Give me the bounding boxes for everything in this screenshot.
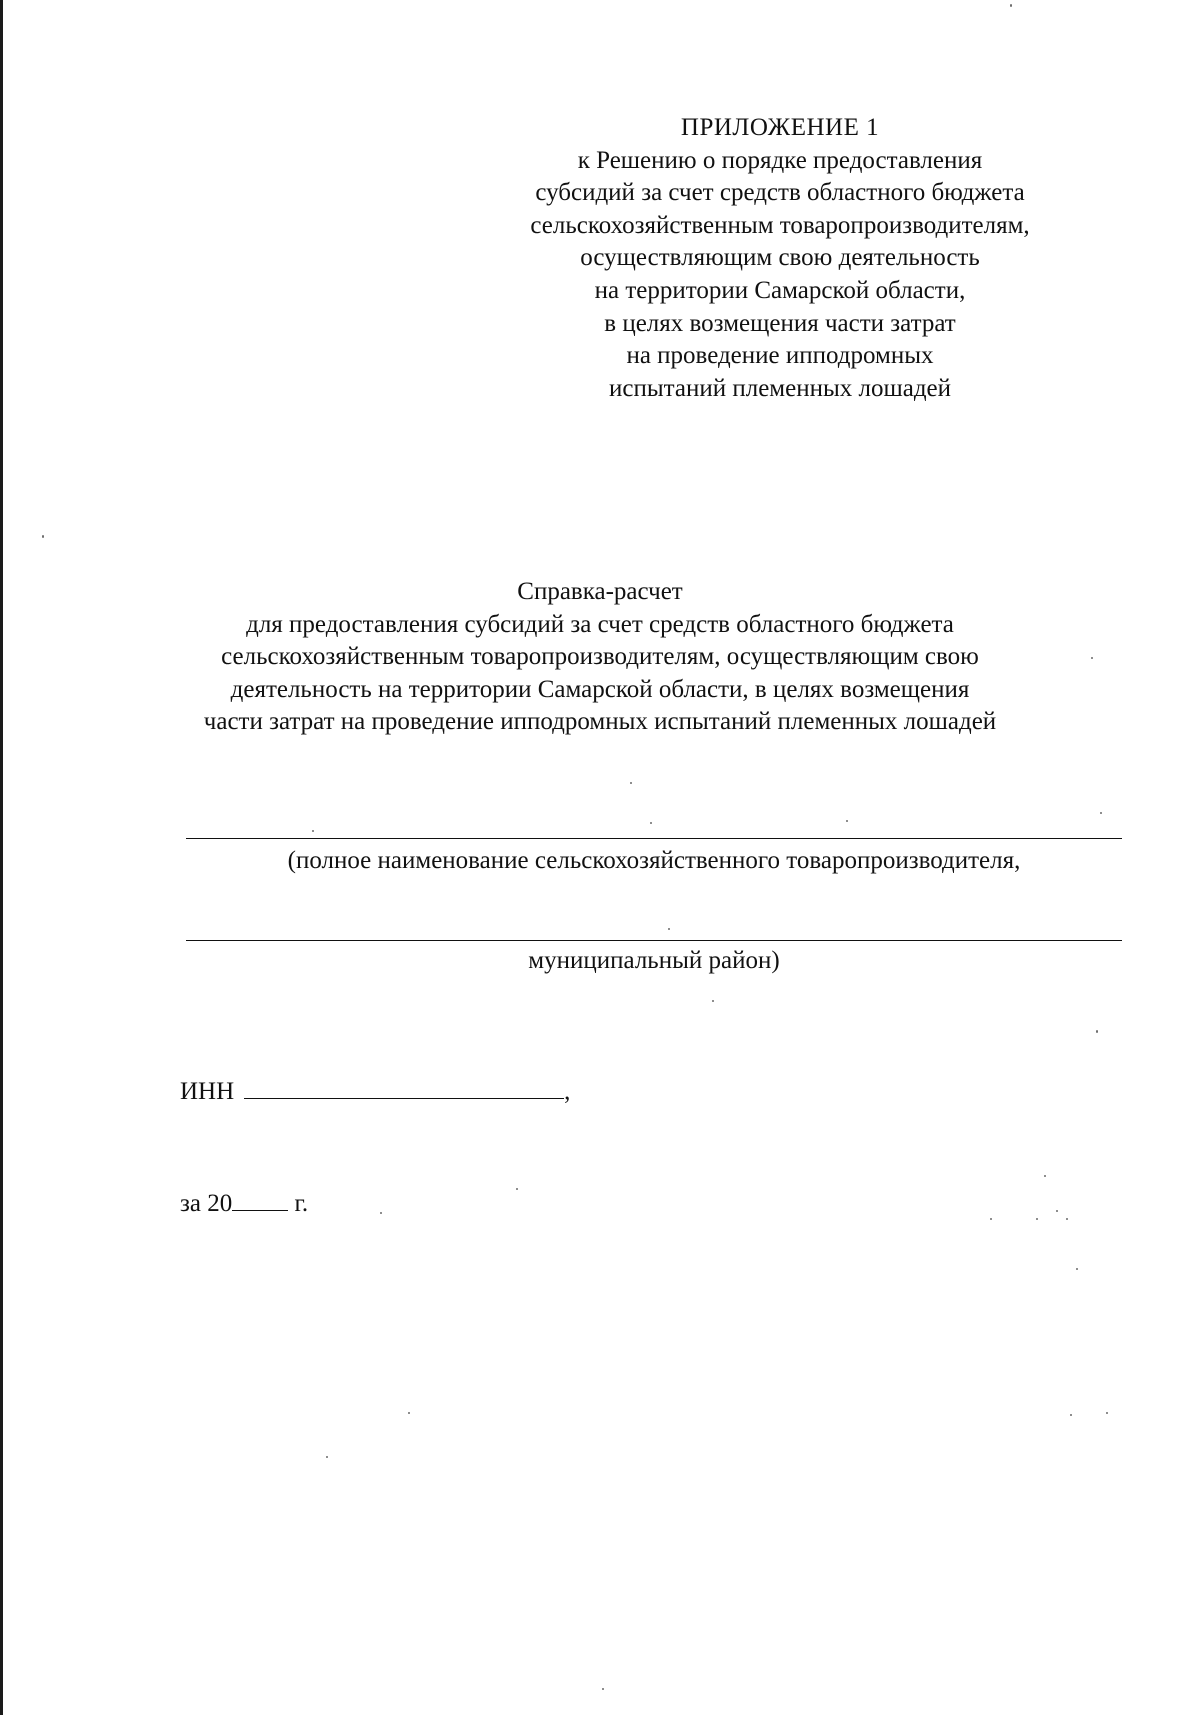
scan-speck [312,830,314,832]
scan-speck [408,1412,410,1414]
scan-speck [630,782,632,784]
appendix-header [470,112,1090,405]
scan-speck [1010,4,1012,7]
appendix-line: испытаний племенных лошадей [608,374,952,402]
appendix-line: в целях возмещения части затрат [604,309,956,337]
inn-suffix: , [564,1078,571,1105]
appendix-line: субсидий за счет средств областного бюджета [535,179,1025,207]
scan-speck [380,1212,382,1214]
scan-speck [602,1688,604,1690]
inn-blank[interactable] [244,1076,564,1099]
spravka-heading [160,576,1040,739]
year-blank[interactable] [232,1188,288,1211]
period-row [180,1188,308,1219]
spravka-line: для предоставления субсидий за счет средств областного бюджета [246,610,954,638]
appendix-line: сельскохозяйственным товаропроизводителям, [530,211,1030,239]
spravka-line: деятельность на территории Самарской области, в целях возмещения [230,675,970,703]
producer-name-caption: (полное наименование сельскохозяйственного товаропроизводителя, [287,847,1021,874]
appendix-line: на территории Самарской области, [594,276,966,304]
period-suffix: г. [294,1190,309,1217]
inn-label: ИНН [180,1078,235,1105]
scan-speck [1106,1412,1108,1414]
scan-speck [1100,812,1102,814]
scan-left-edge [0,0,3,1715]
scan-speck [326,1456,328,1458]
scan-speck [1056,1210,1058,1212]
scan-speck [1044,1175,1046,1177]
scan-speck [668,928,670,930]
appendix-line: на проведение ипподромных [626,342,934,370]
spravka-line: части затрат на проведение ипподромных испытаний племенных лошадей [203,708,997,736]
scan-speck [42,535,44,538]
scan-speck [1066,1218,1068,1220]
spravka-line: сельскохозяйственным товаропроизводителям, осуществляющим свою [221,643,979,671]
period-prefix: за 20 [180,1190,233,1217]
scan-speck [990,1218,992,1220]
district-line[interactable] [186,940,1122,941]
inn-row [180,1076,570,1107]
scan-speck [1076,1268,1078,1270]
scan-speck [650,822,652,824]
scan-speck [516,1188,518,1190]
scan-speck [1036,1218,1038,1220]
scan-speck [846,820,848,822]
district-caption: муниципальный район) [528,947,780,974]
appendix-line: к Решению о порядке предоставления [577,146,983,174]
spravka-title: Справка-расчет [517,578,683,605]
scan-speck [1070,1414,1072,1416]
appendix-line: осуществляющим свою деятельность [580,244,980,272]
scan-speck [712,1000,714,1002]
appendix-title: ПРИЛОЖЕНИЕ 1 [680,114,880,141]
scan-speck [1096,1030,1098,1033]
scan-speck [1091,657,1093,659]
producer-name-line[interactable] [186,838,1122,839]
